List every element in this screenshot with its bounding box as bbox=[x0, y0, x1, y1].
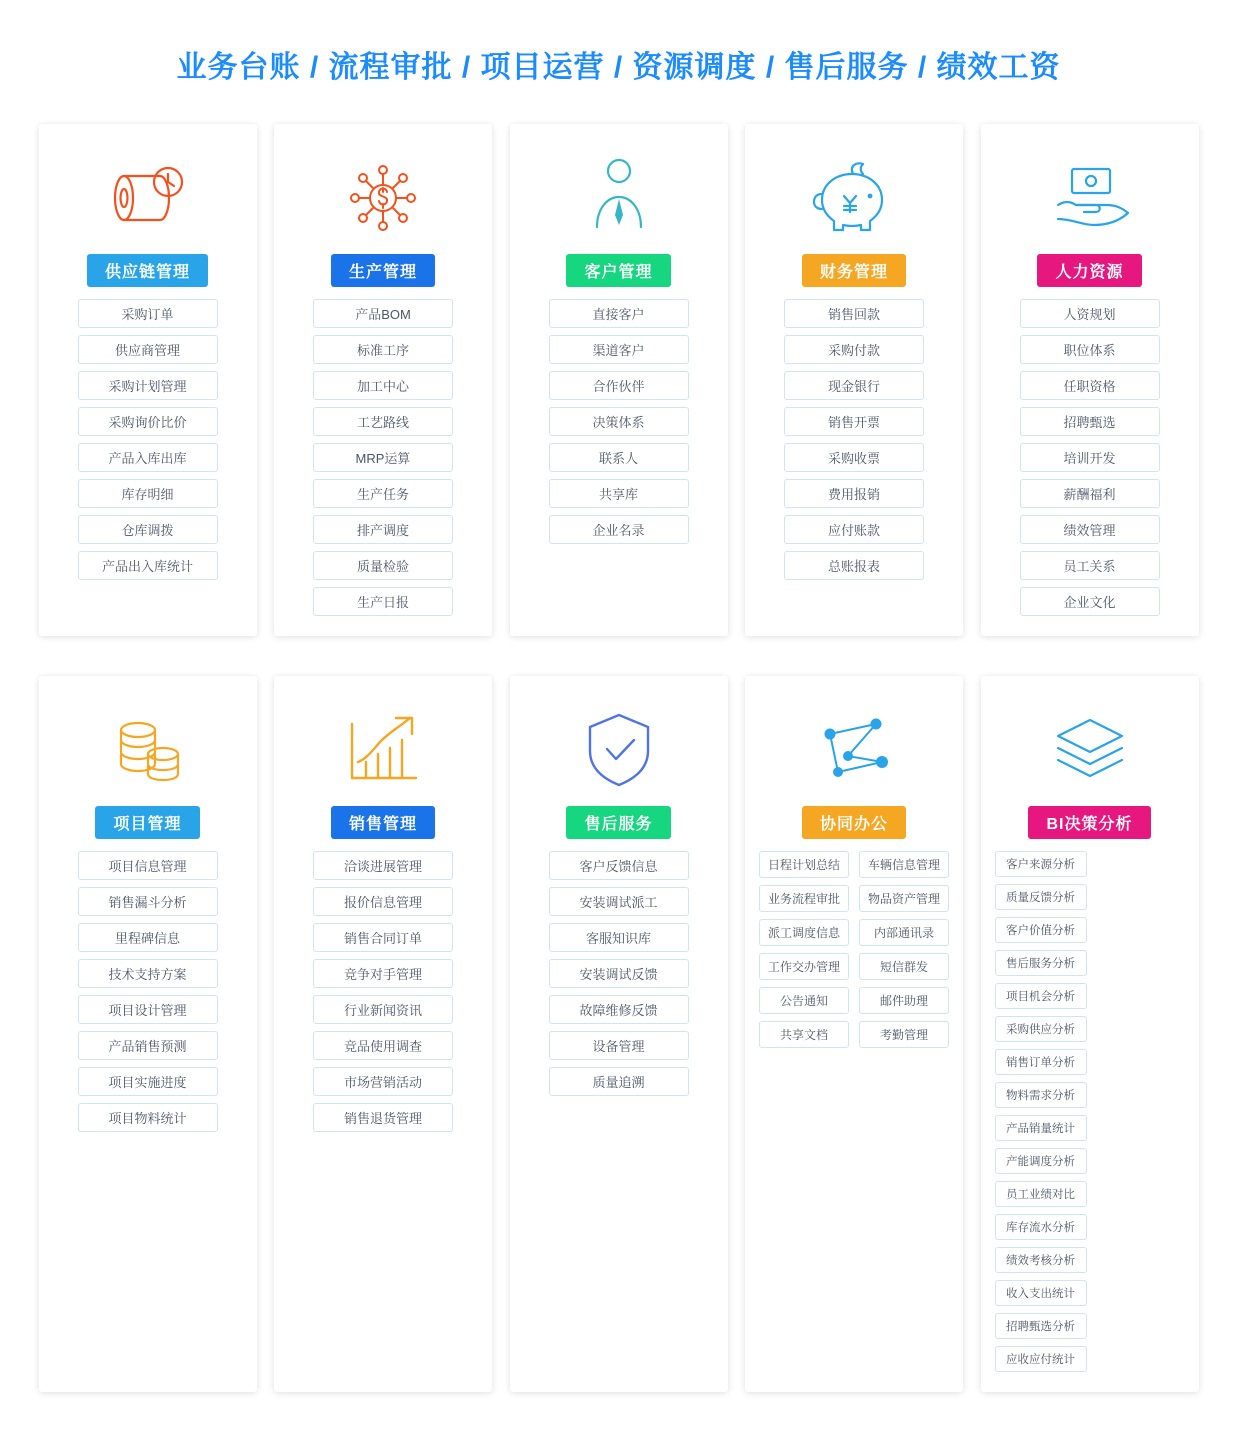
list-item[interactable]: 决策体系 bbox=[549, 407, 689, 436]
list-item[interactable]: 排产调度 bbox=[313, 515, 453, 544]
list-item[interactable]: 共享文档 bbox=[759, 1021, 849, 1048]
shield-check-icon bbox=[580, 694, 658, 806]
list-item[interactable]: 质量追溯 bbox=[549, 1067, 689, 1096]
list-item[interactable]: 洽谈进展管理 bbox=[313, 851, 453, 880]
list-item[interactable]: 竞品使用调查 bbox=[313, 1031, 453, 1060]
list-item[interactable]: 项目信息管理 bbox=[78, 851, 218, 880]
list-item[interactable]: 人资规划 bbox=[1020, 299, 1160, 328]
list-item[interactable]: 采购询价比价 bbox=[78, 407, 218, 436]
list-item[interactable]: 公告通知 bbox=[759, 987, 849, 1014]
item-list-collaboration bbox=[759, 851, 949, 1048]
list-item[interactable]: 采购计划管理 bbox=[78, 371, 218, 400]
production-network-icon bbox=[338, 142, 428, 254]
list-item[interactable]: 里程碑信息 bbox=[78, 923, 218, 952]
list-item[interactable]: 短信群发 bbox=[859, 953, 949, 980]
list-item[interactable]: 设备管理 bbox=[549, 1031, 689, 1060]
card-title-after-sales: 售后服务 bbox=[566, 806, 670, 839]
item-list-sales bbox=[288, 851, 478, 1132]
list-item[interactable]: 产品销售预测 bbox=[78, 1031, 218, 1060]
list-item[interactable]: 销售合同订单 bbox=[313, 923, 453, 952]
list-item[interactable]: 项目机会分析 bbox=[995, 983, 1087, 1009]
list-item[interactable]: 绩效考核分析 bbox=[995, 1247, 1087, 1273]
list-item[interactable]: 车辆信息管理 bbox=[859, 851, 949, 878]
card-title-bi-analytics: BI决策分析 bbox=[1028, 806, 1150, 839]
list-item[interactable]: 销售漏斗分析 bbox=[78, 887, 218, 916]
list-item[interactable]: 内部通讯录 bbox=[859, 919, 949, 946]
customer-person-icon bbox=[579, 142, 659, 254]
module-card-grid bbox=[39, 86, 1199, 1432]
list-item[interactable]: 销售回款 bbox=[784, 299, 924, 328]
piggy-bank-yen-icon bbox=[806, 142, 902, 254]
list-item[interactable]: 采购收票 bbox=[784, 443, 924, 472]
list-item[interactable]: 报价信息管理 bbox=[313, 887, 453, 916]
card-title-supply-chain: 供应链管理 bbox=[87, 254, 208, 287]
list-item[interactable]: 企业名录 bbox=[549, 515, 689, 544]
list-item[interactable]: 生产日报 bbox=[313, 587, 453, 616]
list-item[interactable]: 客户来源分析 bbox=[995, 851, 1087, 877]
item-list-project bbox=[53, 851, 243, 1132]
list-item[interactable]: 工艺路线 bbox=[313, 407, 453, 436]
list-item[interactable]: 项目实施进度 bbox=[78, 1067, 218, 1096]
card-title-project: 项目管理 bbox=[95, 806, 199, 839]
list-item[interactable]: 采购订单 bbox=[78, 299, 218, 328]
card-title-collaboration: 协同办公 bbox=[802, 806, 906, 839]
coins-stack-icon bbox=[105, 694, 191, 806]
list-item[interactable]: 客户反馈信息 bbox=[549, 851, 689, 880]
list-item[interactable]: 供应商管理 bbox=[78, 335, 218, 364]
list-item[interactable]: 产品出入库统计 bbox=[78, 551, 218, 580]
card-title-finance: 财务管理 bbox=[802, 254, 906, 287]
list-item[interactable]: 产品入库出库 bbox=[78, 443, 218, 472]
list-item[interactable]: 行业新闻资讯 bbox=[313, 995, 453, 1024]
list-item[interactable]: 合作伙伴 bbox=[549, 371, 689, 400]
list-item[interactable]: 市场营销活动 bbox=[313, 1067, 453, 1096]
list-item[interactable]: 客服知识库 bbox=[549, 923, 689, 952]
list-item[interactable]: 费用报销 bbox=[784, 479, 924, 508]
list-item[interactable]: 售后服务分析 bbox=[995, 950, 1087, 976]
hand-money-icon bbox=[1044, 142, 1136, 254]
list-item[interactable]: 安装调试派工 bbox=[549, 887, 689, 916]
item-list-supply-chain bbox=[53, 299, 243, 580]
list-item[interactable]: 现金银行 bbox=[784, 371, 924, 400]
card-collaboration[interactable] bbox=[745, 676, 963, 1392]
item-list-hr bbox=[995, 299, 1185, 616]
list-item[interactable]: 销售开票 bbox=[784, 407, 924, 436]
card-title-customer: 客户管理 bbox=[566, 254, 670, 287]
list-item[interactable]: 仓库调拨 bbox=[78, 515, 218, 544]
list-item[interactable]: 任职资格 bbox=[1020, 371, 1160, 400]
list-item[interactable]: 员工关系 bbox=[1020, 551, 1160, 580]
card-title-hr: 人力资源 bbox=[1037, 254, 1141, 287]
item-list-after-sales bbox=[524, 851, 714, 1096]
list-item[interactable]: 故障维修反馈 bbox=[549, 995, 689, 1024]
list-item[interactable]: 共享库 bbox=[549, 479, 689, 508]
page-title: 业务台账 / 流程审批 / 项目运营 / 资源调度 / 售后服务 / 绩效工资 bbox=[176, 51, 1061, 84]
list-item[interactable]: 考勤管理 bbox=[859, 1021, 949, 1048]
list-item[interactable]: 邮件助理 bbox=[859, 987, 949, 1014]
item-list-customer bbox=[524, 299, 714, 544]
list-item[interactable]: 业务流程审批 bbox=[759, 885, 849, 912]
list-item[interactable]: 应收应付统计 bbox=[995, 1346, 1087, 1372]
list-item[interactable]: 销售退货管理 bbox=[313, 1103, 453, 1132]
growth-chart-arrow-icon bbox=[340, 694, 426, 806]
list-item[interactable]: 项目物料统计 bbox=[78, 1103, 218, 1132]
collaboration-network-icon bbox=[808, 694, 900, 806]
inventory-roll-clock-icon bbox=[102, 142, 194, 254]
list-item[interactable]: 物品资产管理 bbox=[859, 885, 949, 912]
card-project[interactable] bbox=[39, 676, 257, 1392]
list-item[interactable]: 员工业绩对比 bbox=[995, 1181, 1087, 1207]
list-item[interactable]: 生产任务 bbox=[313, 479, 453, 508]
item-list-production bbox=[288, 299, 478, 616]
list-item[interactable]: 培训开发 bbox=[1020, 443, 1160, 472]
list-item[interactable]: 项目设计管理 bbox=[78, 995, 218, 1024]
list-item[interactable]: 采购付款 bbox=[784, 335, 924, 364]
list-item[interactable]: 薪酬福利 bbox=[1020, 479, 1160, 508]
list-item[interactable]: 物料需求分析 bbox=[995, 1082, 1087, 1108]
list-item[interactable]: 企业文化 bbox=[1020, 587, 1160, 616]
list-item[interactable]: 库存明细 bbox=[78, 479, 218, 508]
list-item[interactable]: 绩效管理 bbox=[1020, 515, 1160, 544]
list-item[interactable]: 技术支持方案 bbox=[78, 959, 218, 988]
list-item[interactable]: 产品BOM bbox=[313, 299, 453, 328]
list-item[interactable]: 日程计划总结 bbox=[759, 851, 849, 878]
card-supply-chain[interactable] bbox=[39, 124, 257, 636]
list-item[interactable]: 派工调度信息 bbox=[759, 919, 849, 946]
list-item[interactable]: 客户价值分析 bbox=[995, 917, 1087, 943]
list-item[interactable]: 质量反馈分析 bbox=[995, 884, 1087, 910]
card-title-sales: 销售管理 bbox=[331, 806, 435, 839]
list-item[interactable]: 安装调试反馈 bbox=[549, 959, 689, 988]
list-item[interactable]: 采购供应分析 bbox=[995, 1016, 1087, 1042]
list-item[interactable]: 工作交办管理 bbox=[759, 953, 849, 980]
list-item[interactable]: 渠道客户 bbox=[549, 335, 689, 364]
list-item[interactable]: 产品销量统计 bbox=[995, 1115, 1087, 1141]
list-item[interactable]: 直接客户 bbox=[549, 299, 689, 328]
list-item[interactable]: MRP运算 bbox=[313, 443, 453, 472]
list-item[interactable]: 标准工序 bbox=[313, 335, 453, 364]
item-list-finance bbox=[759, 299, 949, 580]
data-layers-icon bbox=[1046, 694, 1134, 806]
card-after-sales[interactable] bbox=[510, 676, 728, 1392]
card-title-production: 生产管理 bbox=[331, 254, 435, 287]
list-item[interactable]: 竞争对手管理 bbox=[313, 959, 453, 988]
list-item[interactable]: 招聘甄选分析 bbox=[995, 1313, 1087, 1339]
card-production[interactable] bbox=[274, 124, 492, 636]
list-item[interactable]: 联系人 bbox=[549, 443, 689, 472]
card-finance[interactable] bbox=[745, 124, 963, 636]
list-item[interactable]: 质量检验 bbox=[313, 551, 453, 580]
list-item[interactable]: 收入支出统计 bbox=[995, 1280, 1087, 1306]
list-item[interactable]: 加工中心 bbox=[313, 371, 453, 400]
list-item[interactable]: 总账报表 bbox=[784, 551, 924, 580]
list-item[interactable]: 职位体系 bbox=[1020, 335, 1160, 364]
list-item[interactable]: 产能调度分析 bbox=[995, 1148, 1087, 1174]
list-item[interactable]: 应付账款 bbox=[784, 515, 924, 544]
card-hr[interactable] bbox=[981, 124, 1199, 636]
list-item[interactable]: 招聘甄选 bbox=[1020, 407, 1160, 436]
card-bi-analytics[interactable] bbox=[981, 676, 1199, 1392]
list-item[interactable]: 库存流水分析 bbox=[995, 1214, 1087, 1240]
list-item[interactable]: 销售订单分析 bbox=[995, 1049, 1087, 1075]
card-customer[interactable] bbox=[510, 124, 728, 636]
card-sales[interactable] bbox=[274, 676, 492, 1392]
item-list-bi-analytics bbox=[995, 851, 1185, 1372]
